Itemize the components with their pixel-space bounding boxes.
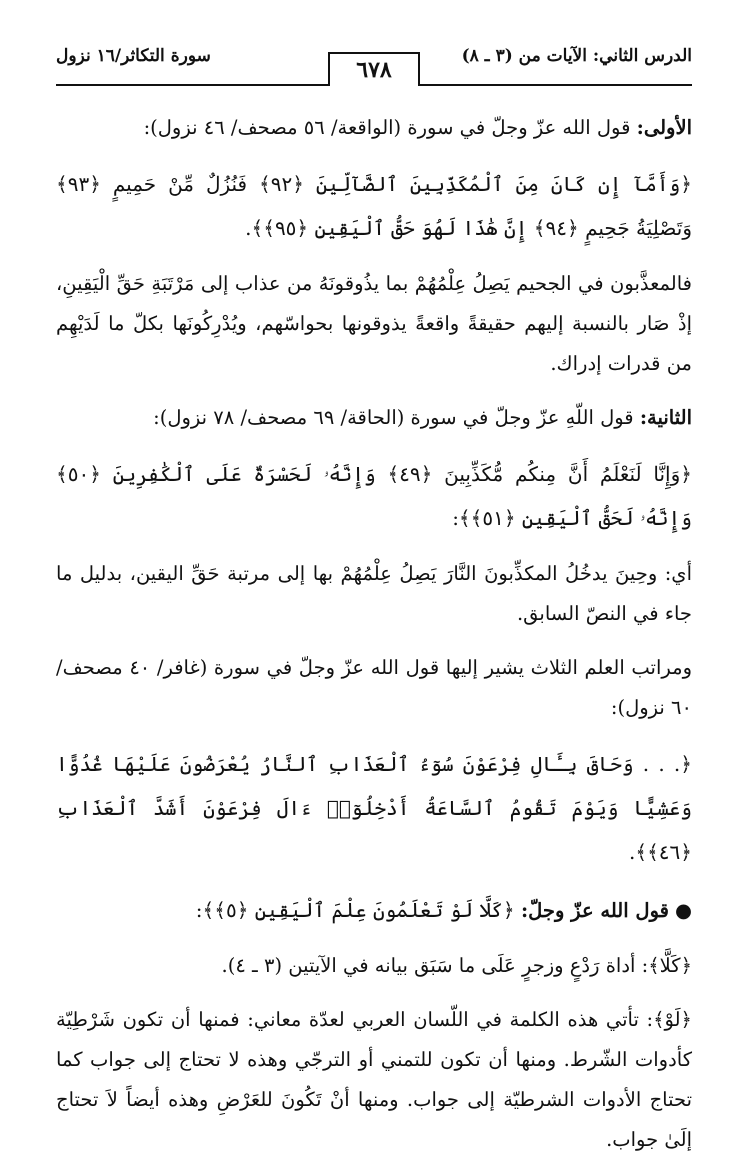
- header-surah-label: سورة التكاثر/١٦ نزول: [56, 46, 211, 66]
- quran-verse-haqqa: ﴿وَإِنَّا لَنَعْلَمُ أَنَّ مِنكُم مُّكَذِّبِينَ ﴿٤٩﴾ وَإِنَّهُۥ لَحَسْرَةٌ عَلَى ٱلْكَٰفِرِينَ ﴿٥٠﴾ وَإِنَّهُۥ لَحَقُّ ٱلْيَقِينِ ﴿٥١﴾﴾:: [56, 462, 692, 530]
- verse-heading-text: ﴿كَلَّا لَوْ تَعْلَمُونَ عِلْمَ ٱلْيَقِينِ ﴿٥﴾﴾:: [195, 898, 521, 922]
- verse-heading-label: قول الله عزّ وجلّ:: [520, 899, 669, 922]
- first-label: الأولى:: [636, 116, 692, 139]
- paragraph-second: [56, 398, 692, 438]
- paragraph-levels: ومراتب العلم الثلاث يشير إليها قول الله عزّ وجلّ في سورة (غافر/ ٤٠ مصحف/ ٦٠ نزول):: [56, 656, 692, 719]
- first-text: قول الله عزّ وجلّ في سورة (الواقعة/ ٥٦ مصحف/ ٤٦ نزول):: [143, 116, 637, 139]
- paragraph-verse-heading: [56, 888, 692, 932]
- paragraph-kalla: ﴿كَلَّا﴾: أداة رَدْعٍ وزجرٍ عَلَى ما سَبَق بيانه في الآيتين (٣ ـ ٤).: [221, 954, 692, 977]
- paragraph-explanation-1: فالمعذَّبون في الجحيم يَصِلُ عِلْمُهُمْ بما يذُوقونَهُ من عذاب إلى مَرْتَبَةِ حَقِّ الْيَقِينِ، إذْ صَار بالنسبة إليهم حقيقةً واقعةً يذوقونها بحواسّهم، ويُدْرِكُونَها بكلّ ما لَدَيْهِم من قدرات إدراك.: [56, 272, 692, 375]
- paragraph-first: [56, 108, 692, 148]
- page-body: [56, 86, 692, 1160]
- header-lesson-label: الدرس الثاني: الآيات من (٣ ـ ٨): [461, 46, 692, 66]
- paragraph-law: ﴿لَوْ﴾: تأتي هذه الكلمة في اللّسان العربي لعدّة معاني: فمنها أن تكون شَرْطِيّة كأدوات الشّرط. ومنها أن تكون للتمني أو الترجّي وهذه لا تحتاج إلى جواب كما تحتاج الأدوات الشرطيّة إلى جواب. ومنها أنْ تَكُونَ للعَرْضِ وهذه أيضاً لاَ تحتاج إلَىٰ جواب.: [56, 1008, 692, 1151]
- second-text: قول اللّهِ عزّ وجلّ في سورة (الحاقة/ ٦٩ مصحف/ ٧٨ نزول):: [153, 406, 640, 429]
- bullet-icon: ●: [674, 899, 692, 922]
- running-header: [56, 28, 692, 86]
- second-label: الثانية:: [639, 406, 692, 429]
- paragraph-explanation-2: أي: وحِينَ يدخُلُ المكذِّبونَ النَّارَ يَصِلُ عِلْمُهُمْ بها إلى مرتبة حَقِّ اليقين، بدليل ما جاء في النصّ السابق.: [56, 562, 692, 625]
- quran-verse-waqia: ﴿وَأَمَّآ إِن كَانَ مِنَ ٱلْمُكَذِّبِينَ ٱلضَّآلِّينَ ﴿٩٢﴾ فَنُزُلٌ مِّنْ حَمِيمٍ ﴿٩٣﴾ وَتَصْلِيَةُ جَحِيمٍ ﴿٩٤﴾ إِنَّ هَٰذَا لَهُوَ حَقُّ ٱلْيَقِينِ ﴿٩٥﴾﴾.: [56, 172, 692, 240]
- page-number: ٦٧٨: [328, 52, 420, 86]
- quran-verse-ghafir: ﴿. . . وَحَاقَ بِـَٔالِ فِرْعَوْنَ سُوٓءُ ٱلْعَذَابِ ٱلنَّارُ يُعْرَضُونَ عَلَيْهَا غُدُوًّا وَعَشِيًّا وَيَوْمَ تَقُومُ ٱلسَّاعَةُ أَدْخِلُوٓا۟ ءَالَ فِرْعَوْنَ أَشَدَّ ٱلْعَذَابِ ﴿٤٦﴾﴾.: [56, 752, 692, 864]
